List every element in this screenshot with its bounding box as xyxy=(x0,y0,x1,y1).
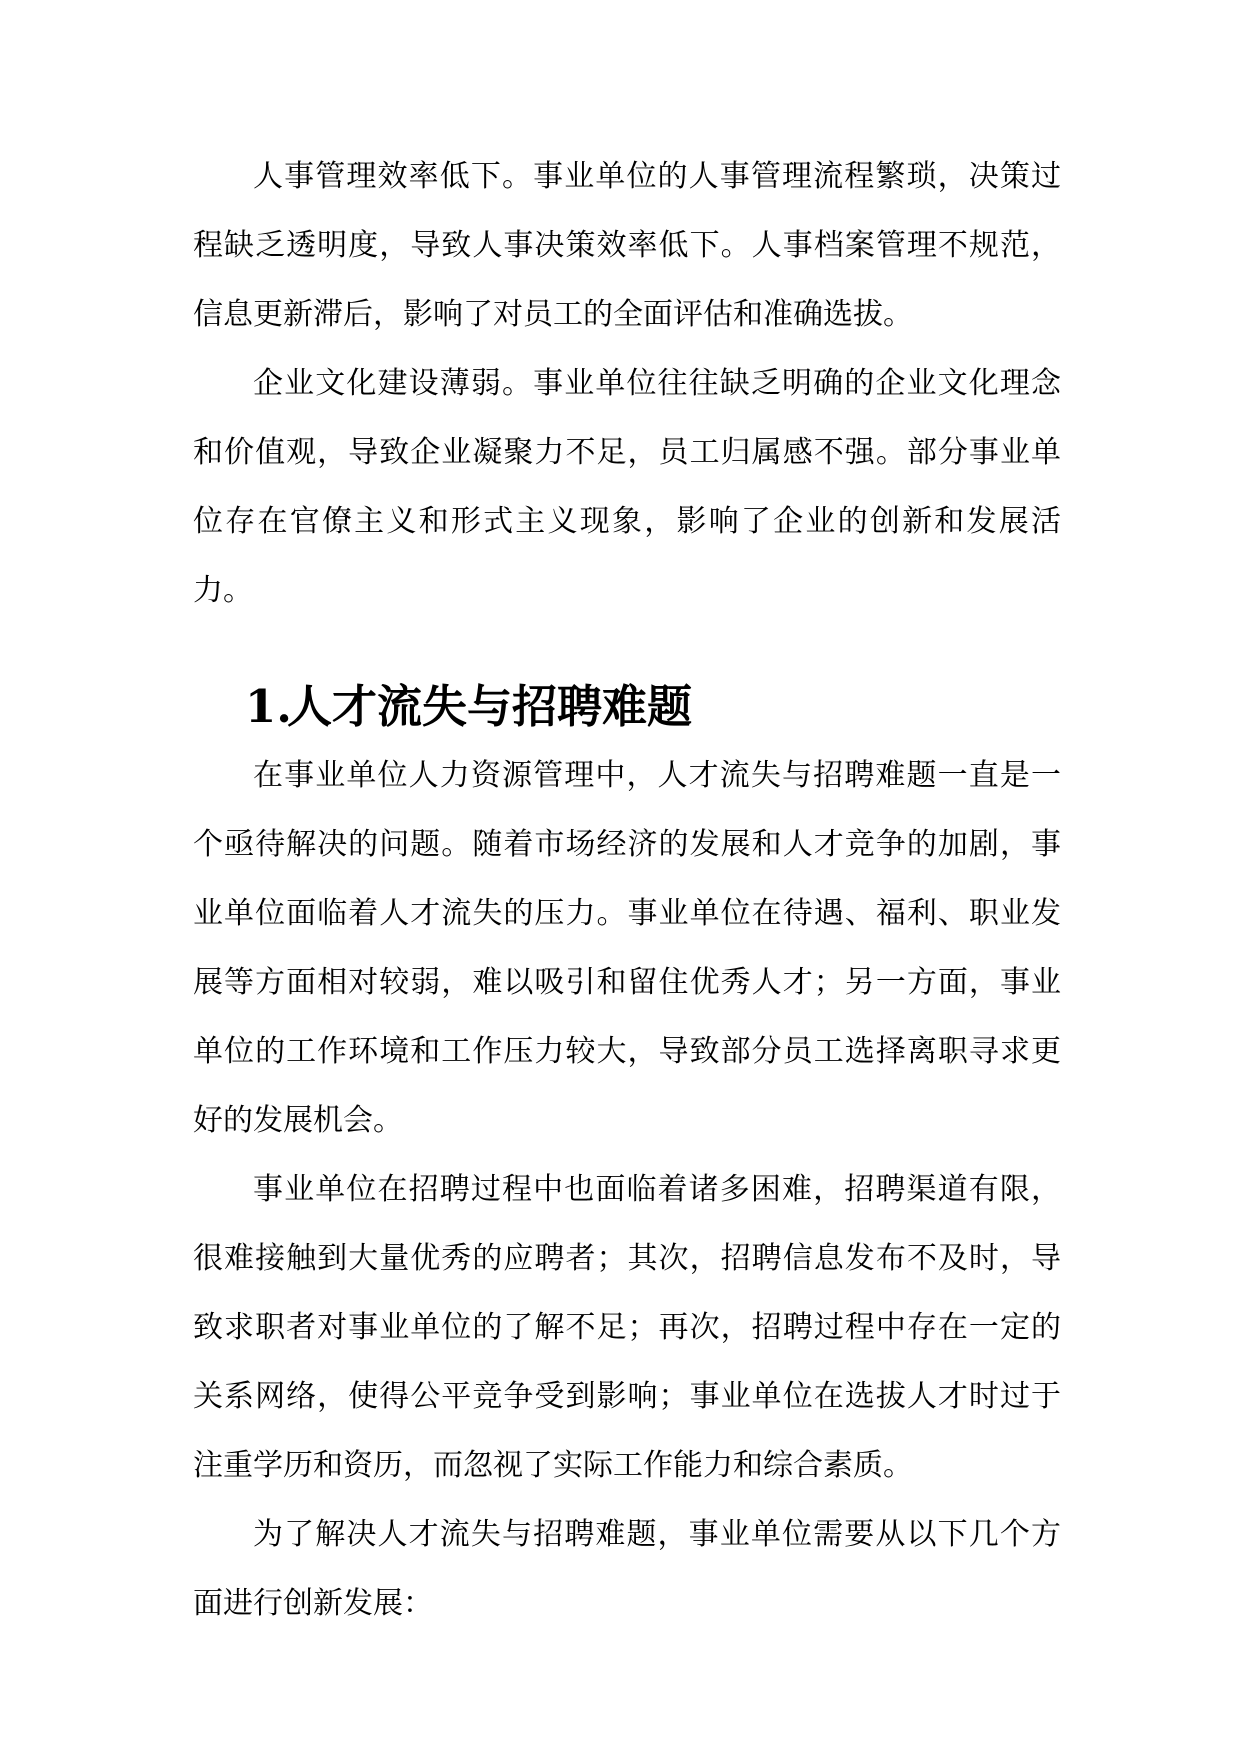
section-number: 1. xyxy=(245,680,292,733)
paragraph-talent-loss: 在事业单位人力资源管理中，人才流失与招聘难题一直是一个亟待解决的问题。随着市场经济的发展和人才竞争的加剧，事业单位面临着人才流失的压力。事业单位在待遇、福利、职业发展等方面相对较弱，难以吸引和留住优秀人才；另一方面，事业单位的工作环境和工作压力较大，导致部分员工选择离职寻求更好的发展机会。 xyxy=(193,758,1061,1138)
paragraph-solutions-intro: 为了解决人才流失与招聘难题，事业单位需要从以下几个方面进行创新发展： xyxy=(193,1517,1061,1621)
paragraph-corporate-culture: 企业文化建设薄弱。事业单位往往缺乏明确的企业文化理念和价值观，导致企业凝聚力不足，员工归属感不强。部分事业单位存在官僚主义和形式主义现象，影响了企业的创新和发展活力。 xyxy=(193,366,1061,608)
paragraph-hr-efficiency: 人事管理效率低下。事业单位的人事管理流程繁琐，决策过程缺乏透明度，导致人事决策效率低下。人事档案管理不规范，信息更新滞后，影响了对员工的全面评估和准确选拔。 xyxy=(193,159,1061,332)
section-title: 人才流失与招聘难题 xyxy=(287,680,693,733)
section-heading xyxy=(193,672,1061,741)
document-body xyxy=(193,142,1061,1638)
paragraph-recruitment-difficulties: 事业单位在招聘过程中也面临着诸多困难，招聘渠道有限，很难接触到大量优秀的应聘者；其次，招聘信息发布不及时，导致求职者对事业单位的了解不足；再次，招聘过程中存在一定的关系网络，使得公平竞争受到影响；事业单位在选拔人才时过于注重学历和资历，而忽视了实际工作能力和综合素质。 xyxy=(193,1172,1061,1483)
